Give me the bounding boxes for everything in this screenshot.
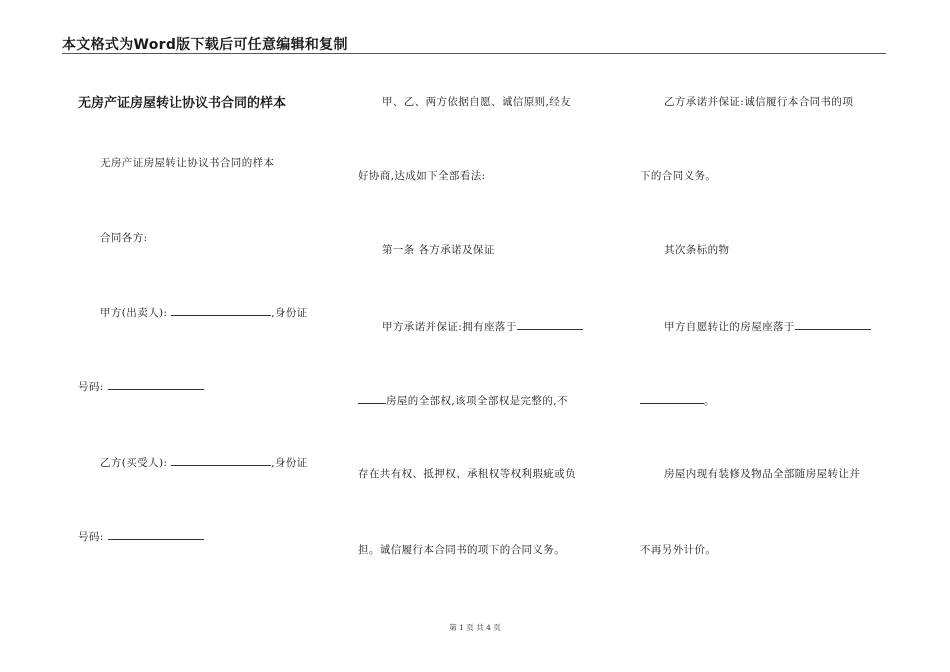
- id-number-label-a: 号码:: [78, 381, 104, 393]
- col3-line-6: 房屋内现有装修及物品全部随房屋转让并: [664, 468, 861, 480]
- col2-line-1: 甲、乙、两方依据自愿、诚信原则,经友: [382, 96, 572, 108]
- col3-line-3: 其次条标的物: [664, 244, 730, 256]
- period-mark: 。: [704, 395, 715, 407]
- party-b-name-blank: [171, 454, 271, 466]
- col3-line-4: [664, 318, 871, 334]
- party-a-name-blank: [171, 304, 271, 316]
- col3-line-7: 不再另外计价。: [640, 544, 717, 556]
- col1-line-2: 合同各方:: [100, 232, 148, 244]
- col2-line-4: [382, 318, 583, 334]
- col3-line-2: 下的合同义务。: [640, 170, 717, 182]
- col1-line-3: [100, 304, 308, 320]
- property-location-blank: [517, 318, 583, 330]
- property-location-label: 甲方承诺并保证:拥有座落于: [382, 321, 517, 333]
- page-number: 第 1 页 共 4 页: [449, 623, 501, 632]
- col3-line-5: [640, 392, 715, 408]
- id-card-label-a: ,身份证: [271, 307, 308, 319]
- col1-line-4: [78, 378, 204, 394]
- property-location-blank-2: [358, 392, 386, 404]
- col1-line-5: [100, 454, 308, 470]
- col2-line-5: [358, 392, 568, 408]
- party-b-id-blank: [108, 528, 204, 540]
- col1-line-6: [78, 528, 204, 544]
- party-b-label: 乙方(买受人):: [100, 457, 168, 469]
- transfer-location-blank: [795, 318, 871, 330]
- id-number-label-b: 号码:: [78, 531, 104, 543]
- col2-line-6: 存在共有权、抵押权、承租权等权利瑕疵或负: [358, 468, 576, 480]
- col3-line-1: 乙方承诺并保证:诚信履行本合同书的项: [664, 96, 854, 108]
- col2-line-3: 第一条 各方承诺及保证: [382, 244, 495, 256]
- id-card-label-b: ,身份证: [271, 457, 308, 469]
- ownership-text: 房屋的全部权,该项全部权是完整的,不: [386, 395, 568, 407]
- transfer-location-blank-2: [640, 392, 704, 404]
- header-divider: [62, 53, 886, 54]
- party-a-id-blank: [108, 378, 204, 390]
- col2-line-7: 担。诚信履行本合同书的项下的合同义务。: [358, 544, 566, 556]
- col2-line-2: 好协商,达成如下全部看法:: [358, 170, 486, 182]
- col1-line-1: 无房产证房屋转让协议书合同的样本: [100, 157, 275, 169]
- header-title: 本文格式为Word版下载后可任意编辑和复制: [62, 37, 348, 53]
- party-a-label: 甲方(出卖人):: [100, 307, 168, 319]
- transfer-location-label: 甲方自愿转让的房屋座落于: [664, 321, 795, 333]
- document-title: 无房产证房屋转让协议书合同的样本: [78, 96, 287, 111]
